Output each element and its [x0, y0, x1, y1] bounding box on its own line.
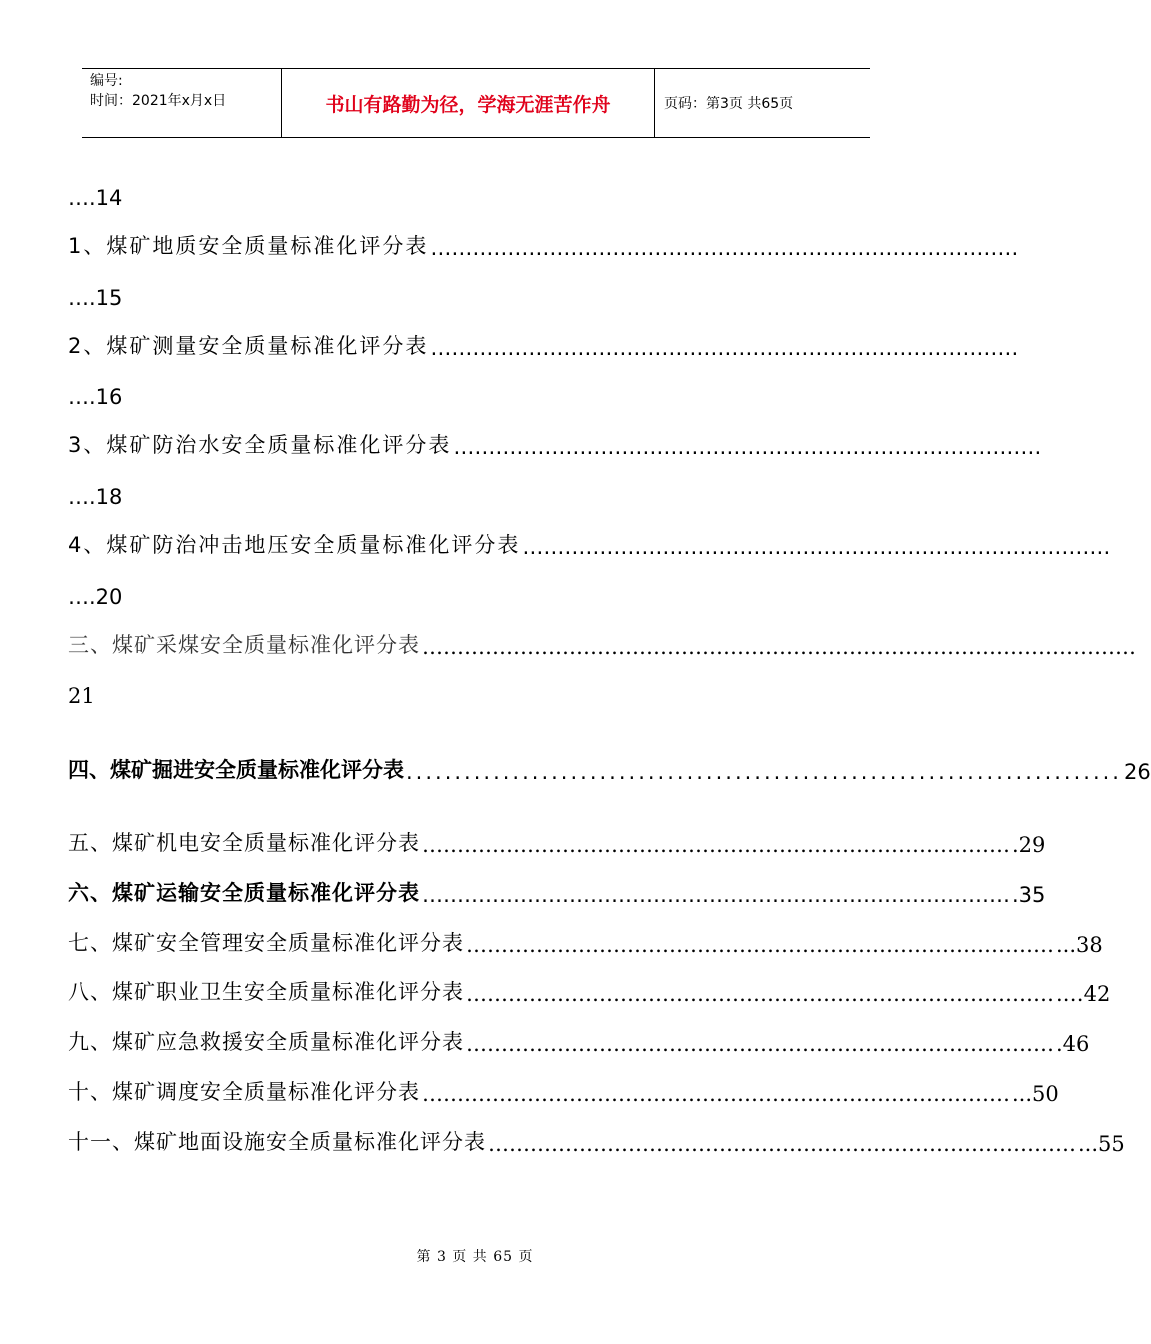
toc-line[interactable]	[68, 921, 1103, 957]
toc-line[interactable]	[68, 573, 880, 609]
header-page-info: 页码：第3页 共65页	[664, 96, 794, 112]
toc-title: 六、煤矿运输安全质量标准化评分表	[68, 881, 420, 905]
toc-page-number: ….14	[68, 186, 123, 210]
header-meta	[90, 71, 280, 111]
page-footer: 第 3 页 共 65 页	[416, 1249, 534, 1265]
toc-page-number: ...50	[1012, 1082, 1059, 1106]
toc-leader-dots: …………………………………………………………………………	[488, 1132, 1076, 1156]
toc-line[interactable]	[68, 174, 880, 210]
toc-line[interactable]	[68, 623, 1136, 659]
toc-line[interactable]	[68, 821, 1046, 857]
toc-line[interactable]	[68, 274, 880, 310]
toc-line[interactable]	[68, 748, 1151, 784]
toc-line[interactable]	[68, 672, 880, 708]
toc-leader-dots: …………………………………………………………………………	[466, 1032, 1054, 1056]
toc-title: 2、煤矿测量安全质量标准化评分表	[68, 334, 429, 358]
toc-line[interactable]	[68, 1020, 1090, 1056]
toc-page-number: ….18	[68, 485, 123, 509]
toc-page-number: .46	[1056, 1032, 1090, 1056]
toc-leader-dots: …………………………………………………………………………	[422, 1082, 1010, 1106]
toc-leader-dots: …………………………………………………………………………	[430, 336, 1019, 360]
toc-line[interactable]	[68, 423, 1042, 459]
toc-page-number: ….15	[68, 286, 123, 310]
toc-title: 四、煤矿掘进安全质量标准化评分表	[68, 758, 404, 782]
toc-title: 十一、煤矿地面设施安全质量标准化评分表	[68, 1130, 486, 1154]
toc-leader-dots: …………………………………………………………………………………………	[422, 635, 1136, 659]
toc-title: 十、煤矿调度安全质量标准化评分表	[68, 1080, 420, 1104]
toc-title: 3、煤矿防治水安全质量标准化评分表	[68, 433, 452, 457]
toc-page-number: 21	[68, 684, 95, 708]
toc-page-number: ...38	[1056, 933, 1103, 957]
toc-leader-dots: ..........................................................................	[406, 760, 1122, 784]
toc-leader-dots: …………………………………………………………………………	[453, 435, 1042, 459]
doc-date-label: 时间：2021年x月x日	[90, 93, 227, 109]
toc-page-number: .…42	[1056, 982, 1111, 1006]
toc-leader-dots: …………………………………………………………………………	[422, 883, 1010, 907]
toc-page-number: .35	[1012, 883, 1046, 907]
toc-title: 九、煤矿应急救援安全质量标准化评分表	[68, 1030, 464, 1054]
toc-title: 三、煤矿采煤安全质量标准化评分表	[68, 633, 420, 657]
toc-title: 五、煤矿机电安全质量标准化评分表	[68, 831, 420, 855]
toc-line[interactable]	[68, 523, 1111, 559]
toc-line[interactable]	[68, 324, 1019, 360]
toc-title: 七、煤矿安全管理安全质量标准化评分表	[68, 931, 464, 955]
toc-title: 4、煤矿防治冲击地压安全质量标准化评分表	[68, 533, 521, 557]
header-divider	[654, 69, 655, 137]
toc-page-number: ...55	[1078, 1132, 1125, 1156]
toc-line[interactable]	[68, 224, 1019, 260]
toc-page-number: .29	[1012, 833, 1046, 857]
toc-line[interactable]	[68, 970, 1111, 1006]
toc-title: 八、煤矿职业卫生安全质量标准化评分表	[68, 980, 464, 1004]
toc-line[interactable]	[68, 373, 880, 409]
toc-line[interactable]	[68, 473, 880, 509]
doc-code-label: 编号:	[90, 73, 123, 89]
header-motto: 书山有路勤为径，学海无涯苦作舟	[325, 93, 611, 116]
toc-line[interactable]	[68, 1070, 1059, 1106]
toc-leader-dots: …………………………………………………………………………	[522, 535, 1111, 559]
toc-line[interactable]	[68, 871, 1046, 907]
toc-line[interactable]	[68, 1120, 1125, 1156]
toc-page-number: 26	[1123, 760, 1151, 784]
toc-leader-dots: …………………………………………………………………………	[422, 833, 1010, 857]
toc-title: 1、煤矿地质安全质量标准化评分表	[68, 234, 429, 258]
toc-page-number: ….16	[68, 385, 123, 409]
toc-leader-dots: …………………………………………………………………………	[466, 933, 1054, 957]
toc-leader-dots: …………………………………………………………………………	[466, 982, 1054, 1006]
toc-page-number: ….20	[68, 585, 123, 609]
toc-leader-dots: …………………………………………………………………………	[430, 236, 1019, 260]
page-header	[82, 68, 870, 138]
